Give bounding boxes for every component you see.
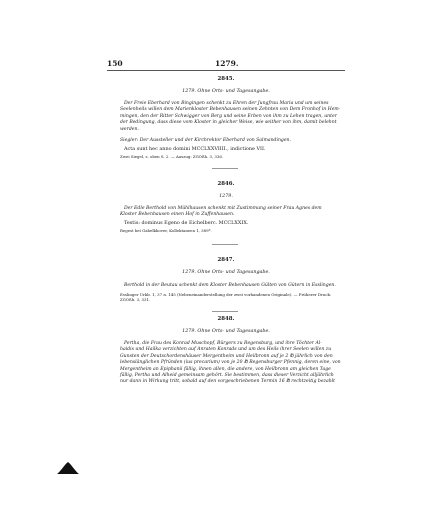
- regest-line: Pertha, die Frau des Konrad Muschopf, Bürgers zu Regensburg, und ihre Töchter Al-: [124, 341, 322, 346]
- regest-line: Berthold in der Beutau schenkt dem Kloster Bebenhausen Gülten von Gütern in Esslingen.: [124, 283, 336, 288]
- regest-2846: [120, 206, 348, 219]
- siegler-line: [120, 138, 348, 144]
- regest-line: Kloster Bebenhausen einen Hof in Zuffenhausen.: [120, 212, 235, 218]
- regest-2848: [120, 341, 348, 386]
- siegler-label: Siegler:: [120, 138, 139, 143]
- regest-line: mingen, den der Ritter Schwigger von Berg und seine Erben von ihm zu Lehen tragen, unter: [120, 113, 337, 119]
- document-number-2847: 2847.: [217, 257, 235, 263]
- page-number: 150: [107, 59, 123, 68]
- acta-line: Acta sunt hec anno domini MCCLXXVIIII., indictione VII.: [124, 146, 266, 152]
- siegler-text: Der Aussteller und der Kirchrektor Eberhard von Salmandingen.: [139, 138, 291, 143]
- separator: [212, 168, 238, 169]
- document-number-2845: 2845.: [217, 76, 235, 82]
- document-date-2846: 1279.: [219, 194, 233, 199]
- document-number-2848: 2848.: [217, 316, 235, 322]
- document-number-2846: 2846.: [217, 181, 235, 187]
- regest-line: fällig, Pertha und Alheid gemeinsam gehört. Sie bestimmen, dass dieser Verzicht alljährlich: [120, 373, 334, 379]
- regest-line: lebenslänglichen Pfründen (ius precarium) von je 20 ℔ Regensburger Pfennig, deren eine, von: [120, 360, 341, 366]
- regest-line: werden.: [120, 126, 139, 132]
- regest-line: Seelenheils willen dem Marienkloster Bebenhausen seinen Zehnten von Dem Fronhof in Hem-: [120, 107, 341, 113]
- regest-line: Mergentheim an Epiphanii fällig, ihnen allen, die andere, von Heilbronn am gleichen Tage: [120, 366, 331, 372]
- testis-line: Testis: dominus Egeno de Eichelberc. MCCLXXIX.: [124, 220, 249, 226]
- source-note-2847: [120, 292, 348, 303]
- regest-line: nur dann in Wirkung tritt, sobald auf den vorgeschriebenen Termin 16 ℔ rechtzeitig bezahlt: [120, 379, 335, 385]
- page-header: [107, 59, 347, 69]
- separator: [212, 244, 238, 245]
- note-line: Esslinger Urkb. 1, 37 n. 145 (Nebeneinanderstellung der zwei vorhandenen Originale). — Früherer Druck:: [120, 292, 332, 297]
- regest-line: Der Freie Eberhard von Bingingen schenkt zu Ehren der Jungfrau Maria und um seines: [124, 101, 329, 106]
- scan-artifact: [57, 462, 79, 474]
- regest-line: haidis und Hailka verzichten auf Anraten Konrads und um des Heils ihrer Seelen willen zu: [120, 347, 332, 353]
- running-year: 1279.: [215, 59, 239, 68]
- note-line: ZGOßh. 3, 331.: [120, 297, 151, 303]
- document-date-2847: 1279. Ohne Orts- und Tagesangabe.: [182, 270, 270, 275]
- regest-2845: [120, 101, 348, 133]
- regest-line: der Bedingung, dass diese vom Kloster in gleicher Weise, wie seither von ihm, damit belehnt: [120, 120, 337, 126]
- regest-line: Gunsten der Deutschordenshäuser Mergentheim und Heilbronn auf je 2 ℔ jährlich von den: [120, 353, 333, 359]
- regest-2847: [120, 283, 348, 289]
- document-date-2845: 1279. Ohne Orts- und Tagesangabe.: [182, 89, 270, 94]
- header-rule: [107, 70, 345, 71]
- document-date-2848: 1279. Ohne Orts- und Tagesangabe.: [182, 329, 270, 334]
- source-note-2845: Zwei Siegel, s. oben S. 2. — Auszug: ZGOßh. 3, 336.: [120, 154, 224, 159]
- separator: [212, 311, 238, 312]
- regest-line: Der Edle Berthold von Mühlhausen schenkt mit Zustimmung seiner Frau Agnes dem: [124, 206, 322, 211]
- source-note-2846: Regest bei Gabelkhover, Kollektaneen 1, 389*.: [120, 228, 212, 233]
